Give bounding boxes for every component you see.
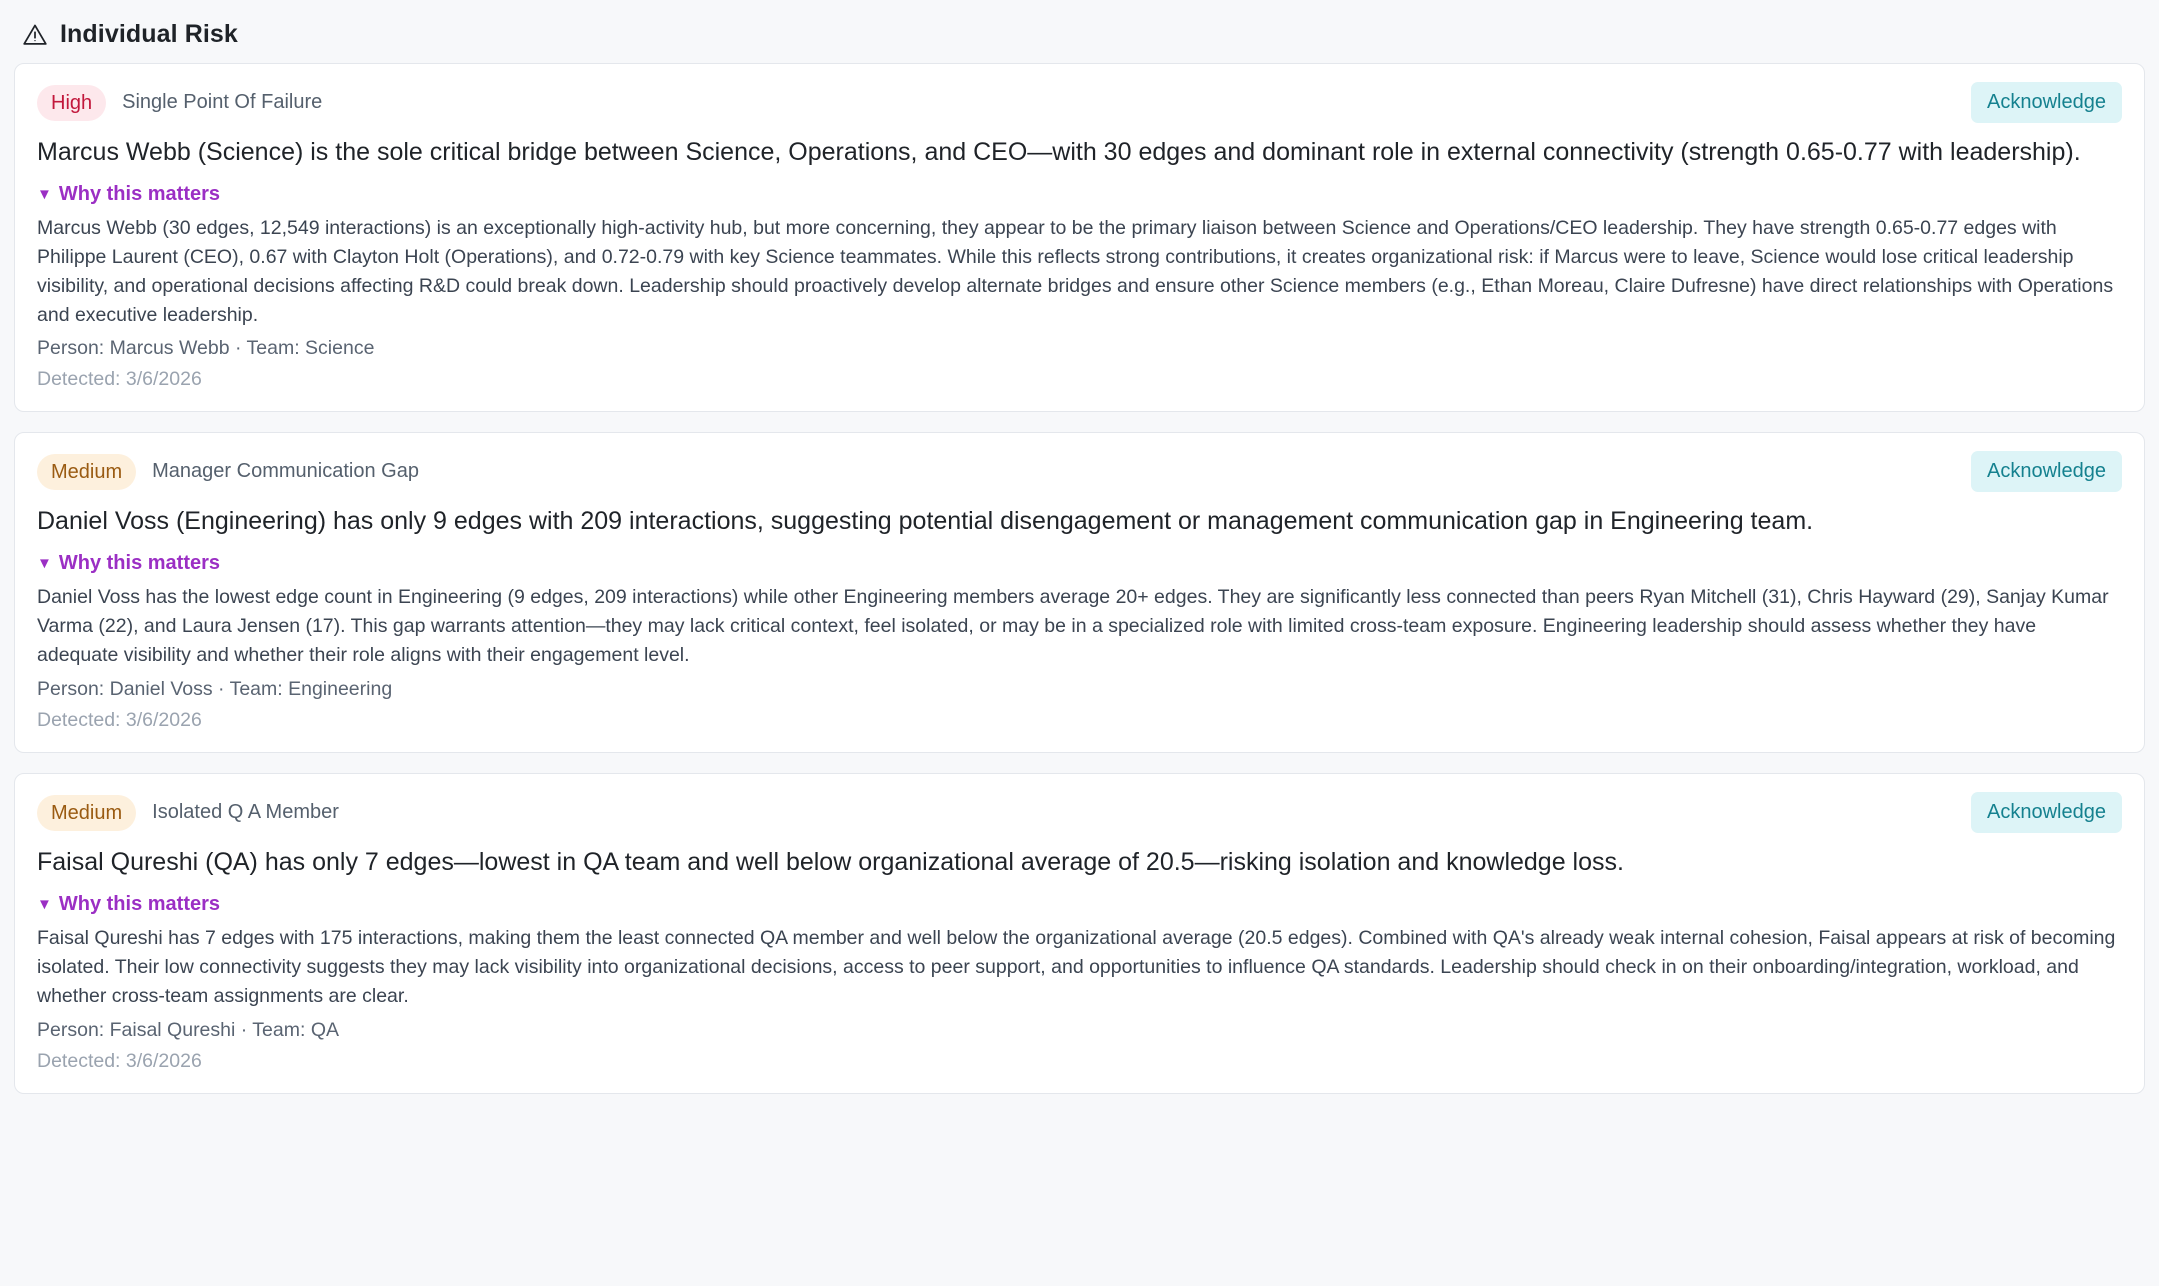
risk-meta: Person: Faisal Qureshi · Team: QA [37, 1018, 340, 1041]
risk-card [14, 773, 2145, 1094]
why-this-matters-body: Faisal Qureshi has 7 edges with 175 interactions, making them the least connected QA member and well below the organizational average (20.5 edges). Combined with QA's already weak internal cohesion, Faisal appears at risk of becoming isolated. Their low connectivity suggests they may lack visibility into organizational decisions, access to peer support, and opportunities to influence QA standards. Leadership should check in on their onboarding/integration, workload, and whether cross-team assignments are clear. [37, 927, 2116, 1007]
risk-card [14, 432, 2145, 753]
acknowledge-button[interactable]: Acknowledge [1971, 82, 2122, 123]
risk-type-label: Single Point Of Failure [122, 91, 323, 113]
status-badge: Medium [37, 454, 136, 490]
risk-detected-date: Detected: 3/6/2026 [37, 368, 202, 391]
risk-card-list [14, 63, 2145, 1094]
risk-headline: Faisal Qureshi (QA) has only 7 edges—lowest in QA team and well below organizational average of 20.5—risking isolation and knowledge loss. [37, 848, 1624, 877]
why-this-matters-toggle[interactable] [37, 893, 220, 916]
why-this-matters-body: Daniel Voss has the lowest edge count in Engineering (9 edges, 209 interactions) while other Engineering members average 20+ edges. They are significantly less connected than peers Ryan Mitchell (31), Chris Hayward (29), Sanjay Kumar Varma (22), and Laura Jensen (17). This gap warrants attention—they may lack critical context, feel isolated, or may be in a specialized role with limited cross-team exposure. Engineering leadership should assess whether they have adequate visibility and whether their role aligns with their engagement level. [37, 586, 2109, 667]
risk-headline: Daniel Voss (Engineering) has only 9 edges with 209 interactions, suggesting potential disengagement or management communication gap in Engineering team. [37, 507, 1814, 536]
risk-card-header [37, 792, 2122, 833]
chevron-down-icon: ▼ [37, 896, 52, 914]
risk-card-header [37, 82, 2122, 123]
risk-headline: Marcus Webb (Science) is the sole critical bridge between Science, Operations, and CEO—with 30 edges and dominant role in external connectivity (strength 0.65-0.77 with leadership). [37, 138, 2081, 166]
chevron-down-icon: ▼ [37, 186, 52, 203]
warning-triangle-icon [22, 22, 48, 48]
why-this-matters-label: Why this matters [58, 552, 221, 575]
risk-meta: Person: Marcus Webb · Team: Science [37, 337, 375, 360]
risk-type-label: Isolated Q A Member [152, 801, 339, 824]
why-this-matters-label: Why this matters [58, 893, 221, 916]
why-this-matters-label: Why this matters [58, 183, 221, 205]
risk-type-label: Manager Communication Gap [152, 460, 419, 483]
why-this-matters-body: Marcus Webb (30 edges, 12,549 interactions) is an exceptionally high-activity hub, but more concerning, they appear to be the primary liaison between Science and Operations/CEO leadership. They have strength 0.65-0.77 edges with Philippe Laurent (CEO), 0.67 with Clayton Holt (Operations), and 0.72-0.79 with key Science teammates. While this reflects strong contributions, it creates organizational risk: if Marcus were to leave, Science would lose critical leadership visibility, and operational decisions affecting R&D could break down. Leadership should proactively develop alternate bridges and ensure other Science members (e.g., Ethan Moreau, Claire Dufresne) have direct relationships with Operations and executive leadership. [37, 217, 2114, 326]
risk-card-header [37, 451, 2122, 492]
acknowledge-button[interactable]: Acknowledge [1971, 792, 2122, 833]
risk-detected-date: Detected: 3/6/2026 [37, 1049, 202, 1072]
status-badge: Medium [37, 795, 136, 831]
chevron-down-icon: ▼ [37, 555, 52, 573]
risk-meta: Person: Daniel Voss · Team: Engineering [37, 678, 393, 701]
page-title: Individual Risk [60, 20, 238, 48]
risk-card [14, 63, 2145, 412]
section-header [14, 10, 2145, 63]
status-badge: High [37, 85, 106, 121]
acknowledge-button[interactable]: Acknowledge [1971, 451, 2122, 492]
risk-detected-date: Detected: 3/6/2026 [37, 709, 202, 732]
why-this-matters-toggle[interactable] [37, 183, 220, 206]
why-this-matters-toggle[interactable] [37, 552, 220, 575]
